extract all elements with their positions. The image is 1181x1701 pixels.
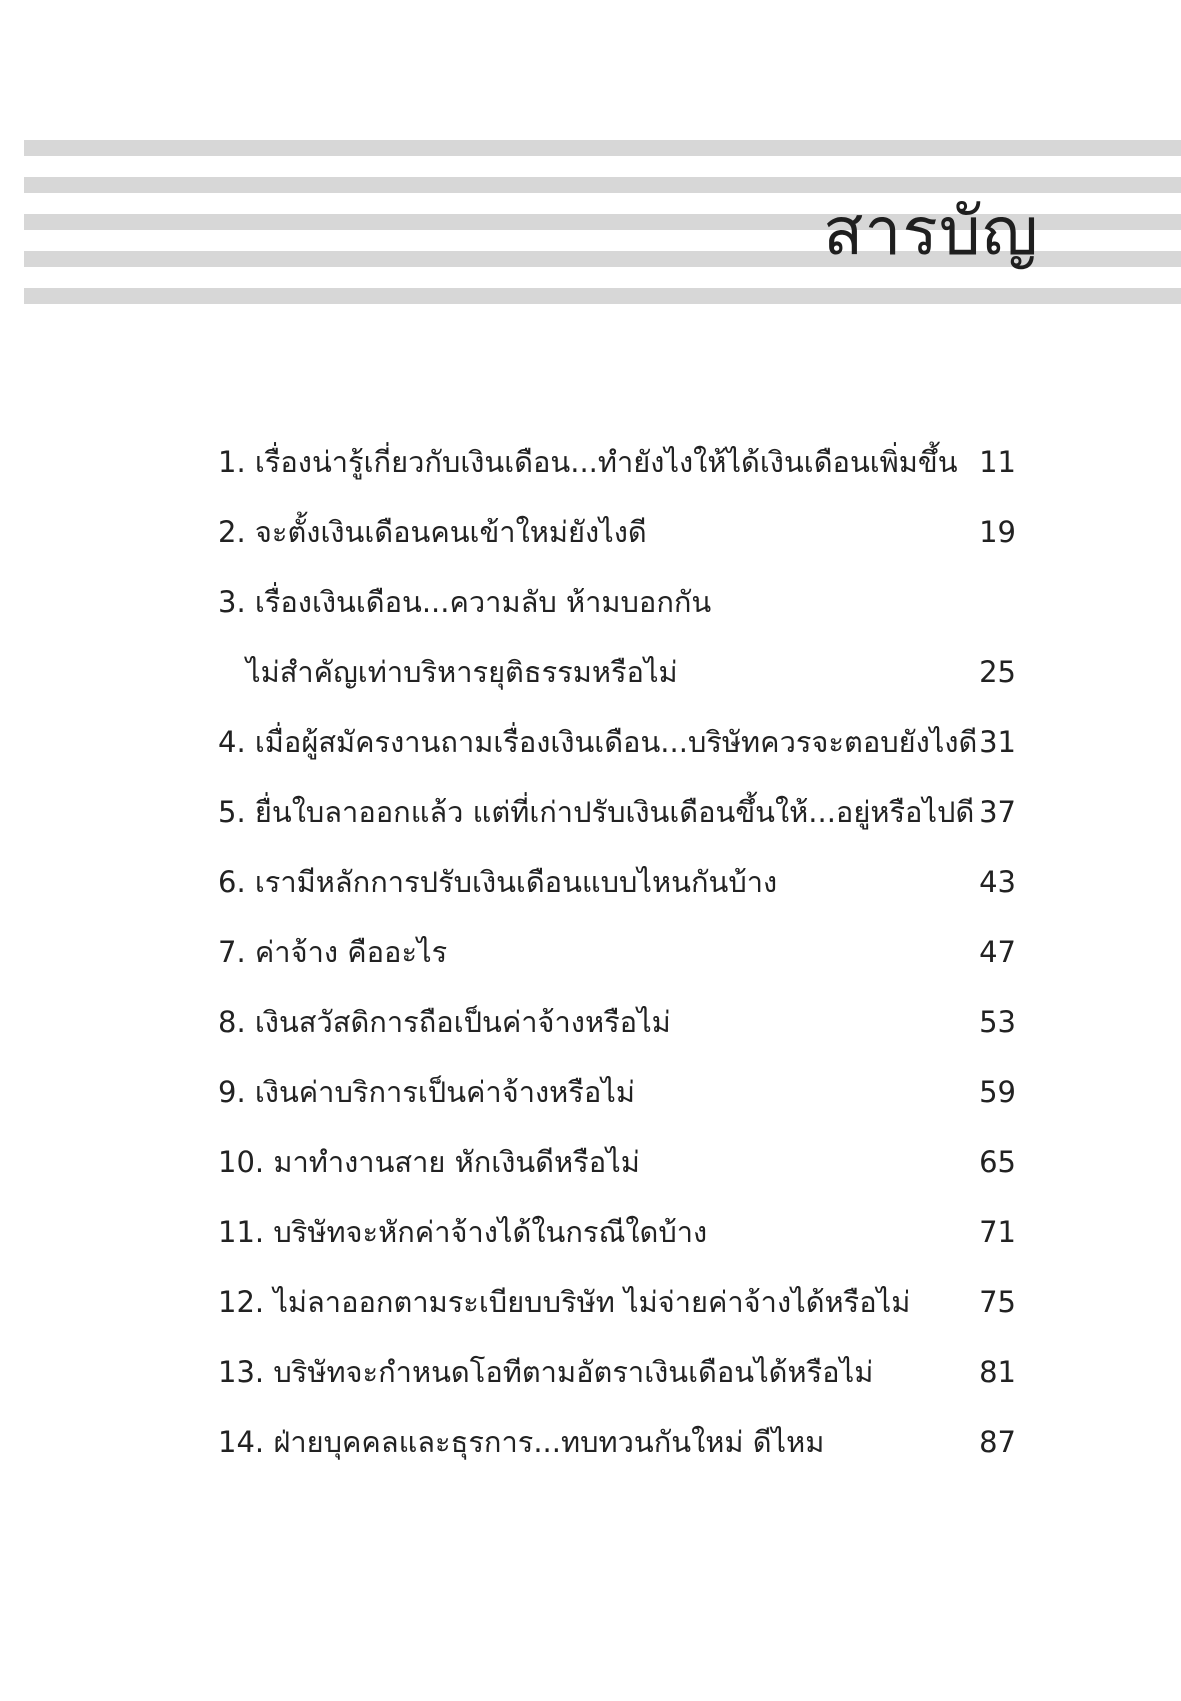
toc-entry — [218, 1412, 1020, 1482]
toc-entry — [218, 1202, 1020, 1272]
toc-entry-title: 6. เรามีหลักการปรับเงินเดือนแบบไหนกันบ้าง — [218, 865, 778, 899]
toc-entry — [218, 992, 1020, 1062]
table-of-contents — [218, 432, 1020, 1482]
header-stripe — [24, 288, 1181, 304]
toc-entry-page: 65 — [979, 1145, 1016, 1179]
toc-entry-title: 3. เรื่องเงินเดือน...ความลับ ห้ามบอกกัน — [218, 585, 712, 619]
toc-entry-page: 71 — [979, 1215, 1016, 1249]
toc-entry — [218, 432, 1020, 502]
toc-entry-page: 43 — [979, 865, 1016, 899]
toc-entry — [218, 1272, 1020, 1342]
toc-entry-title: 12. ไม่ลาออกตามระเบียบบริษัท ไม่จ่ายค่าจ้างได้หรือไม่ — [218, 1285, 911, 1319]
toc-entry-title: 4. เมื่อผู้สมัครงานถามเรื่องเงินเดือน...บริษัทควรจะตอบยังไงดี — [218, 725, 978, 759]
toc-entry-page: 11 — [979, 445, 1016, 479]
header-stripe — [24, 177, 1181, 193]
toc-entry-title: 14. ฝ่ายบุคคลและธุรการ...ทบทวนกันใหม่ ดีไหม — [218, 1425, 825, 1459]
toc-entry-title: 1. เรื่องน่ารู้เกี่ยวกับเงินเดือน...ทำยังไงให้ได้เงินเดือนเพิ่มขึ้น — [218, 445, 958, 479]
toc-entry — [218, 1342, 1020, 1412]
toc-entry — [218, 642, 1020, 712]
page-title: สารบัญ — [823, 193, 1039, 270]
toc-entry — [218, 922, 1020, 992]
toc-entry — [218, 572, 1020, 642]
toc-entry-page: 75 — [979, 1285, 1016, 1319]
toc-entry-title: 10. มาทำงานสาย หักเงินดีหรือไม่ — [218, 1145, 640, 1179]
toc-entry-title: 7. ค่าจ้าง คืออะไร — [218, 935, 448, 969]
toc-entry-page: 53 — [979, 1005, 1016, 1039]
toc-entry-page: 31 — [979, 725, 1016, 759]
toc-entry — [218, 1132, 1020, 1202]
toc-entry — [218, 852, 1020, 922]
toc-entry-page: 87 — [979, 1425, 1016, 1459]
toc-entry-title: 5. ยื่นใบลาออกแล้ว แต่ที่เก่าปรับเงินเดือนขึ้นให้...อยู่หรือไปดี — [218, 795, 975, 829]
toc-entry — [218, 1062, 1020, 1132]
toc-entry — [218, 712, 1020, 782]
toc-entry — [218, 782, 1020, 852]
toc-entry-title: 8. เงินสวัสดิการถือเป็นค่าจ้างหรือไม่ — [218, 1005, 671, 1039]
toc-entry-title: 13. บริษัทจะกำหนดโอทีตามอัตราเงินเดือนได้หรือไม่ — [218, 1355, 874, 1389]
header-stripe — [24, 140, 1181, 156]
toc-entry-page: 37 — [979, 795, 1016, 829]
toc-entry-page: 25 — [979, 655, 1016, 689]
toc-entry-title: ไม่สำคัญเท่าบริหารยุติธรรมหรือไม่ — [246, 655, 678, 689]
toc-entry-page: 19 — [979, 515, 1016, 549]
toc-entry — [218, 502, 1020, 572]
toc-entry-page: 59 — [979, 1075, 1016, 1109]
toc-entry-title: 2. จะตั้งเงินเดือนคนเข้าใหม่ยังไงดี — [218, 515, 647, 549]
toc-entry-page: 47 — [979, 935, 1016, 969]
toc-entry-title: 9. เงินค่าบริการเป็นค่าจ้างหรือไม่ — [218, 1075, 635, 1109]
toc-entry-title: 11. บริษัทจะหักค่าจ้างได้ในกรณีใดบ้าง — [218, 1215, 708, 1249]
toc-entry-page: 81 — [979, 1355, 1016, 1389]
